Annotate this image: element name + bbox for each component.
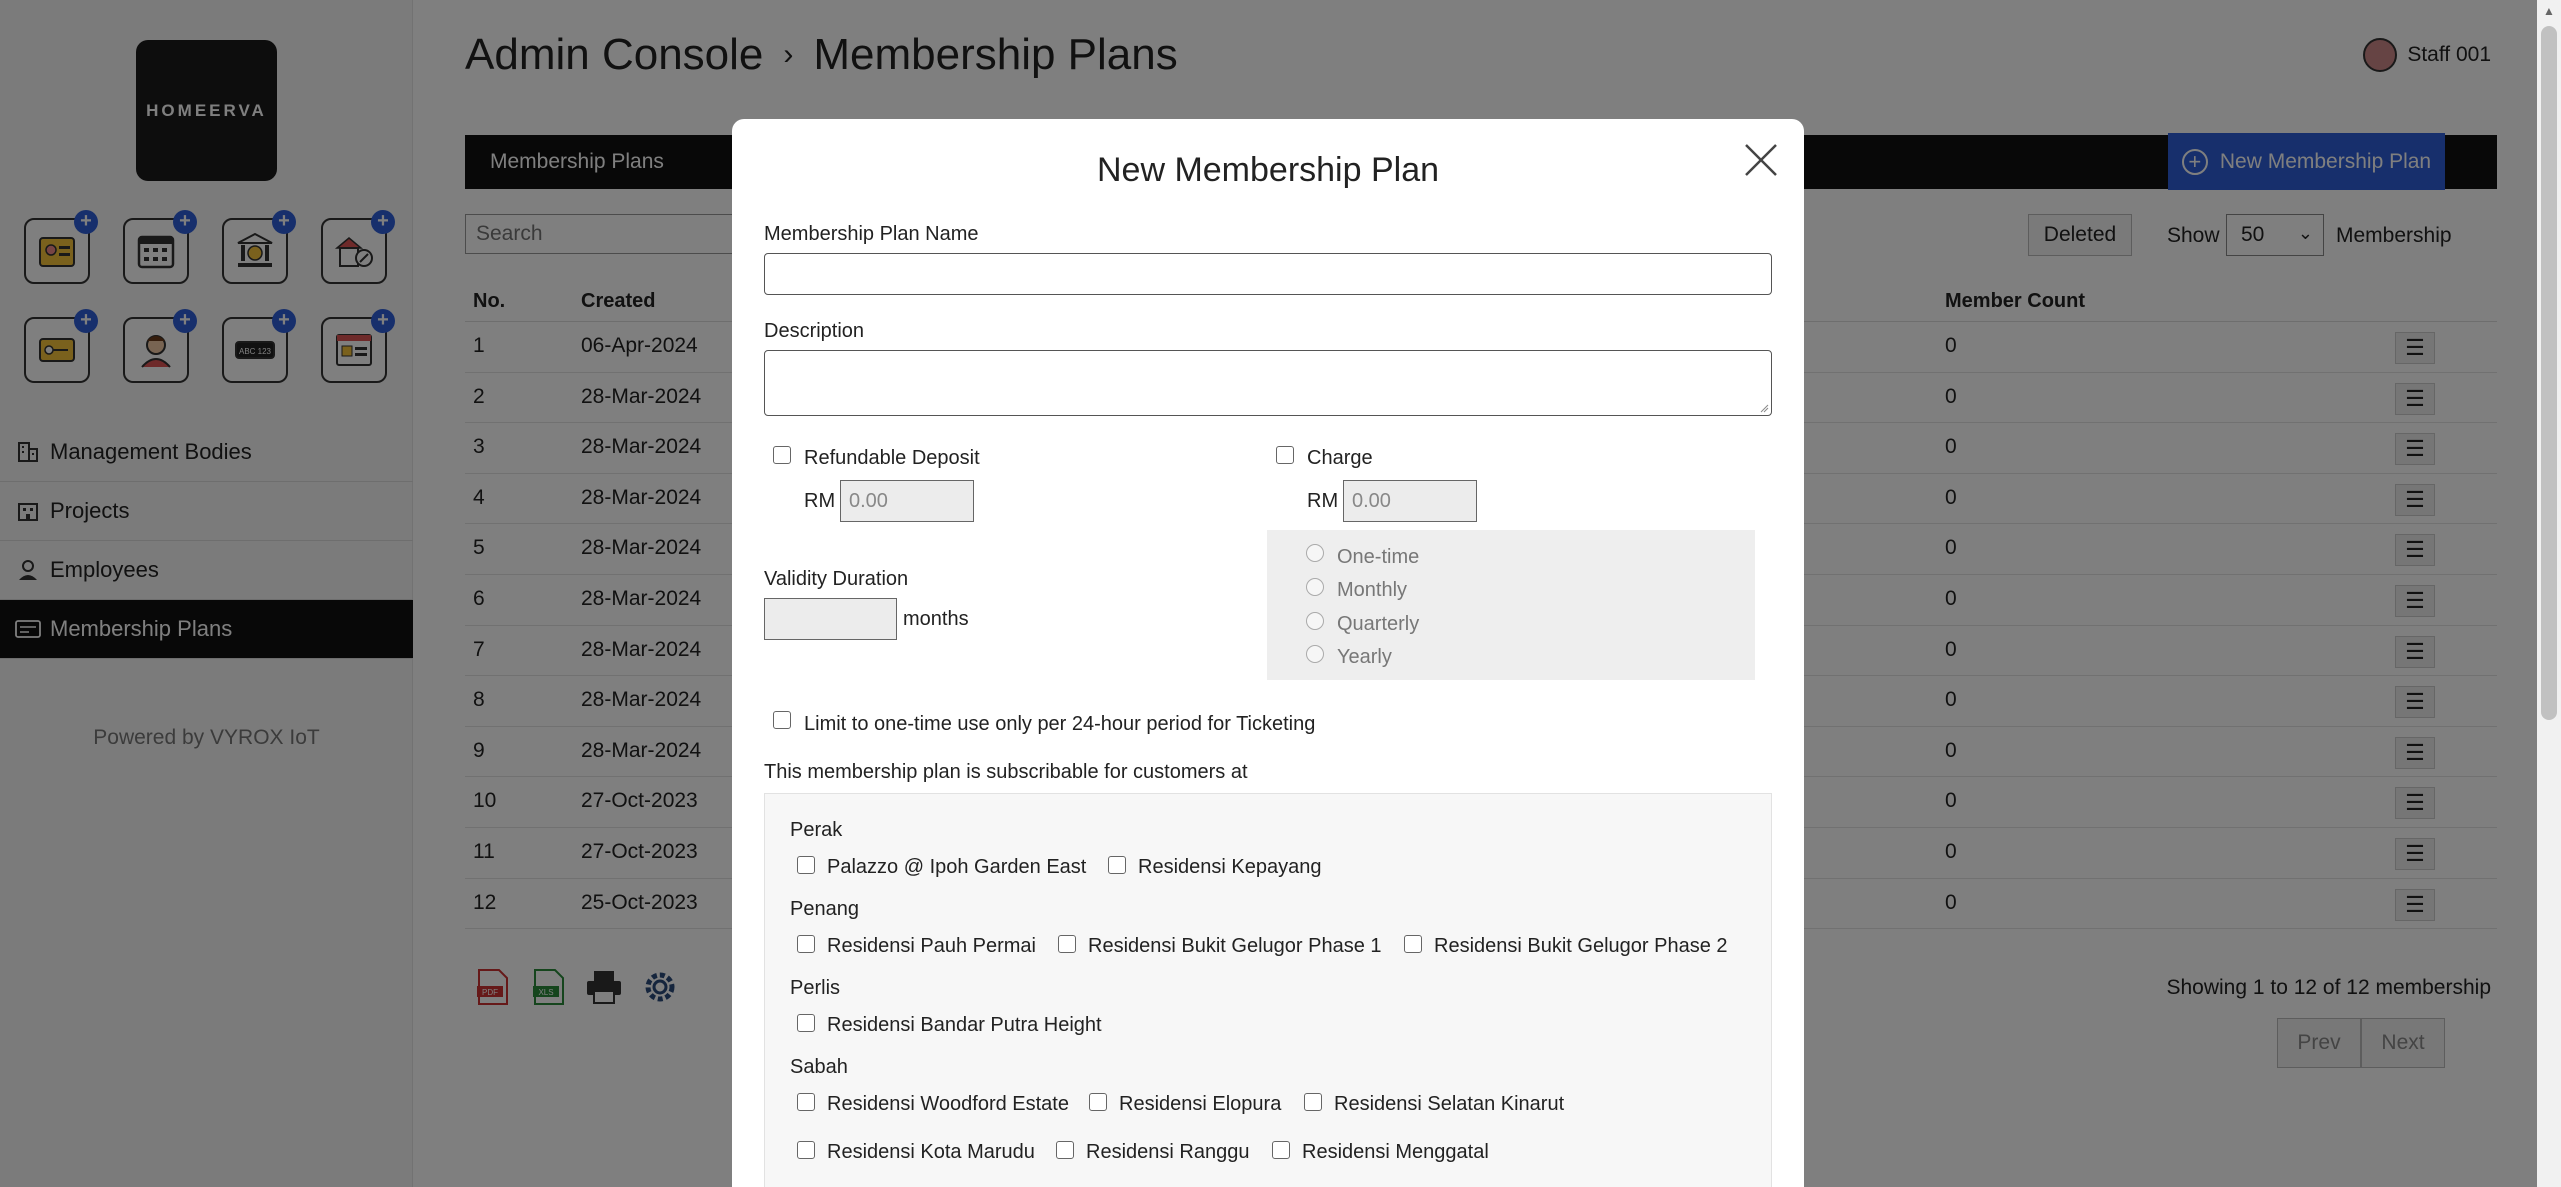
location-item[interactable] [797, 1093, 1069, 1116]
page-scrollbar[interactable] [2537, 0, 2561, 1187]
validity-unit: months [903, 608, 969, 630]
location-item[interactable] [797, 856, 1086, 879]
radio-quarterly[interactable] [1306, 612, 1324, 630]
location-checkbox[interactable] [1056, 1141, 1074, 1159]
location-item[interactable] [1404, 935, 1728, 958]
limit-usage-label: Limit to one-time use only per 24-hour period for Ticketing [804, 713, 1316, 735]
location-label: Residensi Bukit Gelugor Phase 1 [1088, 935, 1382, 957]
radio-monthly[interactable] [1306, 578, 1324, 596]
location-item[interactable] [1108, 856, 1321, 879]
location-checkbox[interactable] [797, 856, 815, 874]
location-checkbox[interactable] [1058, 935, 1076, 953]
location-checkbox[interactable] [1404, 935, 1422, 953]
refundable-deposit-label: Refundable Deposit [804, 447, 980, 469]
close-icon[interactable] [1740, 139, 1782, 181]
new-membership-plan-modal [732, 119, 1804, 1187]
refundable-amount-input[interactable]: 0.00 [840, 480, 974, 522]
location-item[interactable] [1056, 1141, 1249, 1164]
refundable-deposit-checkbox[interactable] [773, 446, 791, 464]
resize-handle-icon[interactable] [1759, 403, 1769, 413]
plan-name-label: Membership Plan Name [764, 223, 979, 245]
location-label: Residensi Pauh Permai [827, 935, 1036, 957]
scrollbar-thumb[interactable] [2541, 26, 2557, 720]
plan-name-input[interactable] [764, 253, 1772, 295]
location-checkbox[interactable] [1272, 1141, 1290, 1159]
charge-frequency-group [1267, 530, 1755, 680]
scroll-up-icon[interactable]: ▲ [2543, 4, 2555, 18]
region-sabah: Sabah [790, 1056, 848, 1078]
refundable-currency-label: RM [804, 490, 836, 512]
location-item[interactable] [1089, 1093, 1281, 1116]
region-perak: Perak [790, 819, 843, 841]
location-checkbox[interactable] [797, 1093, 815, 1111]
radio-quarterly-label: Quarterly [1337, 613, 1420, 635]
subscribable-label: This membership plan is subscribable for customers at [764, 761, 1248, 783]
limit-usage-checkbox[interactable] [773, 711, 791, 729]
charge-checkbox[interactable] [1276, 446, 1294, 464]
location-checkbox[interactable] [797, 935, 815, 953]
radio-yearly[interactable] [1306, 645, 1324, 663]
location-list [764, 793, 1772, 1187]
location-item[interactable] [1304, 1093, 1564, 1116]
description-textarea[interactable] [764, 350, 1772, 416]
location-label: Residensi Selatan Kinarut [1334, 1093, 1565, 1115]
location-label: Residensi Ranggu [1086, 1141, 1250, 1163]
location-label: Residensi Elopura [1119, 1093, 1282, 1115]
location-item[interactable] [1058, 935, 1382, 958]
radio-yearly-label: Yearly [1337, 646, 1392, 668]
location-label: Residensi Kepayang [1138, 856, 1322, 878]
location-checkbox[interactable] [1089, 1093, 1107, 1111]
location-label: Residensi Bandar Putra Height [827, 1014, 1102, 1036]
validity-input[interactable] [764, 598, 897, 640]
charge-label: Charge [1307, 447, 1373, 469]
location-label: Residensi Bukit Gelugor Phase 2 [1434, 935, 1728, 957]
location-item[interactable] [797, 1014, 1102, 1037]
charge-amount-input[interactable]: 0.00 [1343, 480, 1477, 522]
region-perlis: Perlis [790, 977, 841, 999]
radio-one-time[interactable] [1306, 544, 1324, 562]
location-item[interactable] [797, 935, 1036, 958]
modal-title: New Membership Plan [1096, 151, 1440, 189]
location-checkbox[interactable] [1108, 856, 1126, 874]
location-label: Palazzo @ Ipoh Garden East [827, 856, 1087, 878]
location-label: Residensi Menggatal [1302, 1141, 1489, 1163]
validity-label: Validity Duration [764, 568, 909, 590]
location-checkbox[interactable] [1304, 1093, 1322, 1111]
region-penang: Penang [790, 898, 859, 920]
description-label: Description [764, 320, 865, 342]
location-item[interactable] [797, 1141, 1035, 1164]
radio-monthly-label: Monthly [1337, 579, 1408, 601]
location-label: Residensi Kota Marudu [827, 1141, 1035, 1163]
radio-one-time-label: One-time [1337, 546, 1420, 568]
location-label: Residensi Woodford Estate [827, 1093, 1069, 1115]
location-checkbox[interactable] [797, 1141, 815, 1159]
charge-currency-label: RM [1307, 490, 1339, 512]
location-checkbox[interactable] [797, 1014, 815, 1032]
location-item[interactable] [1272, 1141, 1489, 1164]
